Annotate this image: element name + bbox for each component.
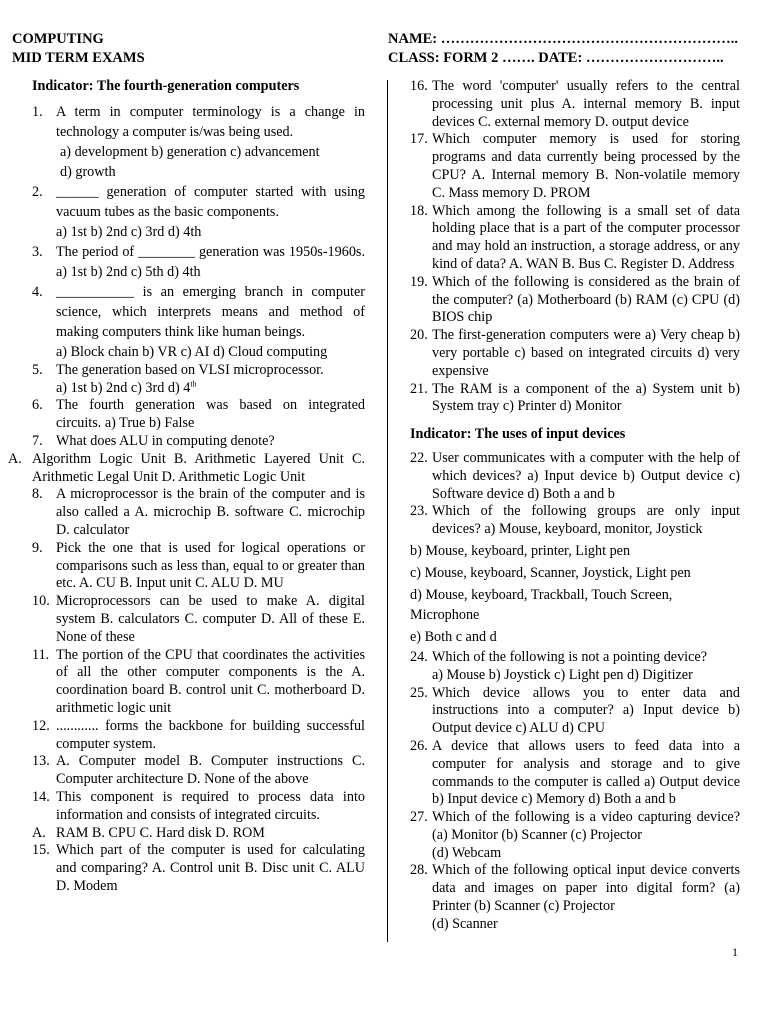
question-11: 11. The portion of the CPU that coordinates the activities of all the other computer components is the A. coordination board B. control unit C. motherboard D. arithmetic logic unit — [32, 646, 365, 716]
question-options: (d) Scanner — [432, 915, 498, 932]
question-text: What does ALU in computing denote? — [56, 432, 275, 449]
question-23-option-c: c) Mouse, keyboard, Scanner, Joystick, Light pen — [410, 564, 691, 581]
question-20: 20. The first-generation computers were a) Very cheap b) very portable c) based on integrated circuits d) very expensive — [410, 327, 740, 379]
question-14-options: A. RAM B. CPU C. Hard disk D. ROM — [32, 824, 265, 841]
question-10: 10. Microprocessors can be used to make A. digital system B. calculators C. computer D. All of these E. None of these — [32, 593, 365, 645]
question-7-options: A. Algorithm Logic Unit B. Arithmetic Layered Unit C. Arithmetic Legal Unit D. Arithmetic Logic Unit — [8, 450, 365, 485]
subject-title: COMPUTING — [12, 31, 104, 47]
question-text: Algorithm Logic Unit B. Arithmetic Layered Unit C. Arithmetic Legal Unit D. Arithmetic Logic Unit — [32, 450, 365, 485]
question-text: A microprocessor is the brain of the computer and is also called a A. microchip B. software C. microchip D. calculator — [56, 486, 365, 538]
question-text: Which among the following is a small set of data holding place that is a part of the computer processor and may hold an instruction, a storage address, or any kind of data? A. WAN B. Bus C. Register D. Address — [432, 202, 740, 272]
question-4: 4. ___________ is an emerging branch in computer science, which interprets means and method of making computers think like human beings. a) Block chain b) VR c) AI d) Cloud computing — [32, 283, 365, 360]
question-text: Which of the following groups are only input devices? a) Mouse, keyboard, monitor, Joystick — [432, 503, 740, 538]
question-text: A. Computer model B. Computer instructions C. Computer architecture D. None of the above — [56, 753, 365, 788]
question-18: 18. Which among the following is a small set of data holding place that is a part of the computer processor and may hold an instruction, a storage address, or any kind of data? A. WAN B. Bus C. Register D. Address — [410, 202, 740, 272]
question-1: 1. A term in computer terminology is a change in technology a computer is/was being used. a) development b) generation c) advancement d) growth — [32, 103, 365, 180]
question-text: Which of the following is not a pointing device? — [432, 648, 708, 665]
question-text: RAM B. CPU C. Hard disk D. ROM — [56, 824, 265, 841]
question-23: 23. Which of the following groups are only input devices? a) Mouse, keyboard, monitor, Joystick — [410, 503, 740, 538]
question-text: Which computer memory is used for storing programs and data currently being processed by the CPU? A. Internal memory B. Non-volatile memory C. Mass memory D. PROM — [432, 131, 740, 201]
question-options: d) growth — [60, 163, 116, 180]
question-list-left — [8, 102, 365, 896]
question-text: Which part of the computer is used for calculating and comparing? A. Control unit B. Disc unit C. ALU D. Modem — [56, 842, 365, 894]
section-indicator: Indicator: The uses of input devices — [410, 426, 626, 443]
question-list-right-2 — [410, 450, 740, 539]
question-15: 15. Which part of the computer is used for calculating and comparing? A. Control unit B. Disc unit C. ALU D. Modem — [32, 842, 365, 894]
question-text: Which of the following is considered as the brain of the computer? (a) Motherboard (b) RAM (c) CPU (d) BIOS chip — [432, 273, 740, 326]
question-text: The generation based on VLSI microprocessor. — [56, 361, 324, 378]
question-14: 14. This component is required to process data into information and consists of integrated circuits. — [32, 788, 365, 823]
question-25: 25. Which device allows you to enter data and instructions into a computer? a) Input device b) Output device c) ALU d) CPU — [410, 684, 740, 737]
question-13: 13. A. Computer model B. Computer instructions C. Computer architecture D. None of the above — [32, 753, 365, 788]
question-text: The fourth generation was based on integrated circuits. a) True b) False — [56, 397, 365, 432]
question-12: 12. ............ forms the backbone for building successful computer system. — [32, 717, 365, 752]
question-8: 8. A microprocessor is the brain of the computer and is also called a A. microchip B. software C. microchip D. calculator — [32, 486, 365, 538]
question-27: 27. Which of the following is a video capturing device? (a) Monitor (b) Scanner (c) Projector (d) Webcam — [410, 809, 740, 861]
question-26: 26. A device that allows users to feed data into a computer for analysis and storage and to give commands to the computer is called a) Output device b) Input device c) Memory d) Both a and b — [410, 737, 740, 808]
question-7: 7. What does ALU in computing denote? — [32, 432, 275, 449]
question-options: (d) Webcam — [432, 844, 502, 861]
question-list-right — [410, 78, 740, 416]
question-text: A device that allows users to feed data into a computer for analysis and storage and to give commands to the computer is called a) Output device b) Input device c) Memory d) Both a and b — [432, 737, 740, 808]
question-options: a) Block chain b) VR c) AI d) Cloud computing — [56, 343, 328, 360]
question-list-right-3 — [410, 649, 740, 934]
question-3: 3. The period of ________ generation was 1950s-1960s. a) 1st b) 2nd c) 5th d) 4th — [32, 243, 365, 280]
exam-title: MID TERM EXAMS — [12, 50, 145, 66]
question-text: Pick the one that is used for logical operations or comparisons such as less than, equal to or greater than etc. A. CU B. Input unit C. ALU D. MU — [56, 539, 365, 592]
header-left — [12, 30, 145, 68]
question-19: 19. Which of the following is considered as the brain of the computer? (a) Motherboard (b) RAM (c) CPU (d) BIOS chip — [410, 273, 740, 326]
question-text: Which of the following is a video capturing device? (a) Monitor (b) Scanner (c) Projector — [432, 809, 740, 843]
question-5: 5. The generation based on VLSI microprocessor. a) 1st b) 2nd c) 3rd d) 4th — [32, 362, 365, 398]
question-23-option-d: d) Mouse, keyboard, Trackball, Touch Screen, Microphone — [410, 586, 673, 623]
question-22: 22. User communicates with a computer with the help of which devices? a) Input device b) Output device c) Software device d) Both a and b — [410, 449, 740, 502]
question-16: 16. The word 'computer' usually refers to the central processing unit plus A. internal memory B. input devices C. external memory D. output device — [410, 78, 740, 130]
column-divider — [387, 80, 388, 942]
question-text: Microprocessors can be used to make A. digital system B. calculators C. computer D. All of these E. None of these — [56, 593, 365, 645]
question-options: a) 1st b) 2nd c) 3rd d) 4th — [56, 378, 197, 396]
page-number: 1 — [732, 945, 738, 959]
section-indicator: Indicator: The fourth-generation computers — [32, 78, 300, 94]
question-text: ............ forms the backbone for building successful computer system. — [56, 717, 365, 752]
question-text: User communicates with a computer with the help of which devices? a) Input device b) Output device c) Software device d) Both a and b — [432, 449, 740, 502]
question-text: A term in computer terminology is a change in technology a computer is/was being used. — [56, 103, 365, 140]
name-line: NAME: …………………………………………………….. — [388, 31, 739, 47]
question-21: 21. The RAM is a component of the a) System unit b) System tray c) Printer d) Monitor — [410, 380, 740, 415]
header-right — [388, 30, 738, 68]
question-28: 28. Which of the following optical input device converts data and images on paper into digital form? (a) Printer (b) Scanner (c) Projector (d) Scanner — [410, 862, 740, 932]
question-17: 17. Which computer memory is used for storing programs and data currently being processed by the CPU? A. Internal memory B. Non-volatile memory C. Mass memory D. PROM — [410, 131, 740, 201]
question-text: Which of the following optical input device converts data and images on paper into digital form? (a) Printer (b) Scanner (c) Projector — [432, 862, 740, 915]
question-options: a) 1st b) 2nd c) 3rd d) 4th — [56, 223, 202, 240]
question-text: The period of ________ generation was 1950s-1960s. a) 1st b) 2nd c) 5th d) 4th — [56, 243, 365, 280]
question-6: 6. The fourth generation was based on integrated circuits. a) True b) False — [32, 397, 365, 432]
right-column — [410, 78, 740, 934]
question-24: 24. Which of the following is not a pointing device? a) Mouse b) Joystick c) Light pen d) Digitizer — [410, 649, 740, 685]
question-text: ___________ is an emerging branch in computer science, which interprets means and method of making computers think like human beings. — [56, 283, 365, 340]
question-text: This component is required to process data into information and consists of integrated circuits. — [56, 788, 365, 823]
question-23-option-b: b) Mouse, keyboard, printer, Light pen — [410, 542, 631, 559]
question-text: ______ generation of computer started with using vacuum tubes as the basic components. — [56, 183, 365, 220]
question-options: a) Mouse b) Joystick c) Light pen d) Digitizer — [432, 666, 693, 683]
question-9: 9. Pick the one that is used for logical operations or comparisons such as less than, equal to or greater than etc. A. CU B. Input unit C. ALU D. MU — [32, 539, 365, 592]
question-23-option-e: e) Both c and d — [410, 628, 497, 645]
question-2: 2. ______ generation of computer started with using vacuum tubes as the basic components. a) 1st b) 2nd c) 3rd d) 4th — [32, 183, 365, 240]
question-text: Which device allows you to enter data and instructions into a computer? a) Input device b) Output device c) ALU d) CPU — [432, 684, 740, 737]
left-column — [8, 78, 365, 896]
question-text: The first-generation computers were a) Very cheap b) very portable c) based on integrated circuits d) very expensive — [432, 327, 740, 379]
question-text: The RAM is a component of the a) System unit b) System tray c) Printer d) Monitor — [432, 380, 740, 415]
class-date-line: CLASS: FORM 2 ……. DATE: ……………………….. — [388, 50, 724, 66]
question-options: a) development b) generation c) advancement — [60, 143, 320, 160]
question-text: The word 'computer' usually refers to the central processing unit plus A. internal memory B. input devices C. external memory D. output device — [432, 78, 740, 130]
question-text: The portion of the CPU that coordinates the activities of all the other computer components is the A. coordination board B. control unit C. motherboard D. arithmetic logic unit — [56, 646, 365, 716]
